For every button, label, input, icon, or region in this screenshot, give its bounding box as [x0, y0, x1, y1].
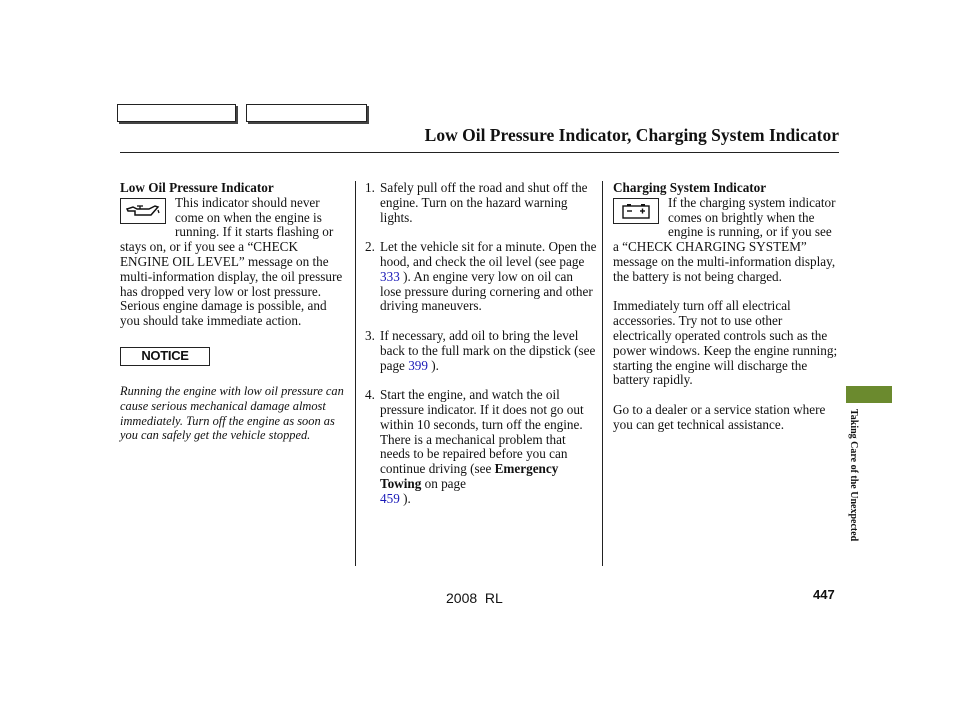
battery-icon	[613, 198, 659, 224]
index-button[interactable]	[246, 104, 367, 122]
step-1	[365, 181, 597, 225]
step-2	[365, 240, 597, 314]
step-text: on page	[421, 475, 466, 491]
column-divider-2	[602, 181, 603, 566]
step-text: Safely pull off the road and shut off the engine. Turn on the hazard warning lights.	[380, 180, 588, 225]
charging-para-2: Immediately turn off all electrical accessories. Try not to use other electrically operated controls such as the power windows. Keep the engine running; starting the engine will discharge the battery rapidly.	[613, 298, 838, 388]
charging-para-3: Go to a dealer or a service station where you can get technical assistance.	[613, 401, 826, 432]
step-text: Start the engine, and watch the oil pressure indicator. If it does not go out within 10 seconds, turn off the engine. There is a mechanical problem that needs to be repaired before you can continue driving (see	[380, 387, 584, 477]
notice-badge: NOTICE	[120, 347, 210, 366]
step-text: ).	[399, 490, 411, 506]
section-tab[interactable]	[846, 386, 892, 403]
page-link-399[interactable]: 399	[408, 357, 428, 373]
step-3	[365, 329, 597, 373]
page-number: 447	[813, 587, 835, 602]
oil-can-icon	[120, 198, 166, 224]
footer-model: 2008 RL	[446, 590, 503, 606]
step-number: 1.	[365, 180, 375, 195]
step-text: ). An engine very low on oil can lose pressure during cornering and other driving maneuvers.	[380, 268, 593, 314]
step-number: 2.	[365, 239, 375, 255]
main-menu-button[interactable]	[117, 104, 236, 122]
low-oil-body: This indicator should never come on when the engine is running. If it starts flashing or stays on, or if you see a “CHECK ENGINE OIL LEVEL” message on the multi-information display, the oil pressure has dropped very low or lost pressure. Serious engine damage is possible, and you should take immediate action.	[120, 194, 343, 329]
step-number: 3.	[365, 327, 375, 343]
emergency-towing-reference: Emergency Towing	[380, 461, 559, 491]
step-text: Let the vehicle sit for a minute. Open the hood, and check the oil level (see page	[380, 239, 597, 269]
section-tab-label: Taking Care of the Unexpected	[848, 409, 859, 542]
page-link-459[interactable]: 459	[380, 490, 400, 506]
column-steps	[365, 181, 597, 507]
step-number: 4.	[365, 387, 375, 403]
column-charging	[613, 181, 839, 433]
step-text: ).	[427, 357, 439, 373]
column-low-oil	[120, 181, 348, 443]
charging-body: If the charging system indicator comes on brightly when the engine is running, or if you see a “CHECK CHARGING SYSTEM” message on the multi-information display, the battery is not being charged.	[613, 194, 836, 284]
column-divider-1	[355, 181, 356, 566]
step-text: If necessary, add oil to bring the level back to the full mark on the dipstick (see page	[380, 327, 596, 373]
title-divider	[120, 152, 839, 153]
step-4	[365, 388, 597, 506]
notice-text: Running the engine with low oil pressure can cause serious mechanical damage almost immediately. Turn off the engine as soon as you can safely get the vehicle stopped.	[120, 383, 344, 443]
low-oil-heading: Low Oil Pressure Indicator	[120, 180, 274, 195]
charging-heading: Charging System Indicator	[613, 180, 767, 195]
page-title: Low Oil Pressure Indicator, Charging System Indicator	[424, 125, 839, 145]
page-link-333[interactable]: 333	[380, 268, 400, 284]
